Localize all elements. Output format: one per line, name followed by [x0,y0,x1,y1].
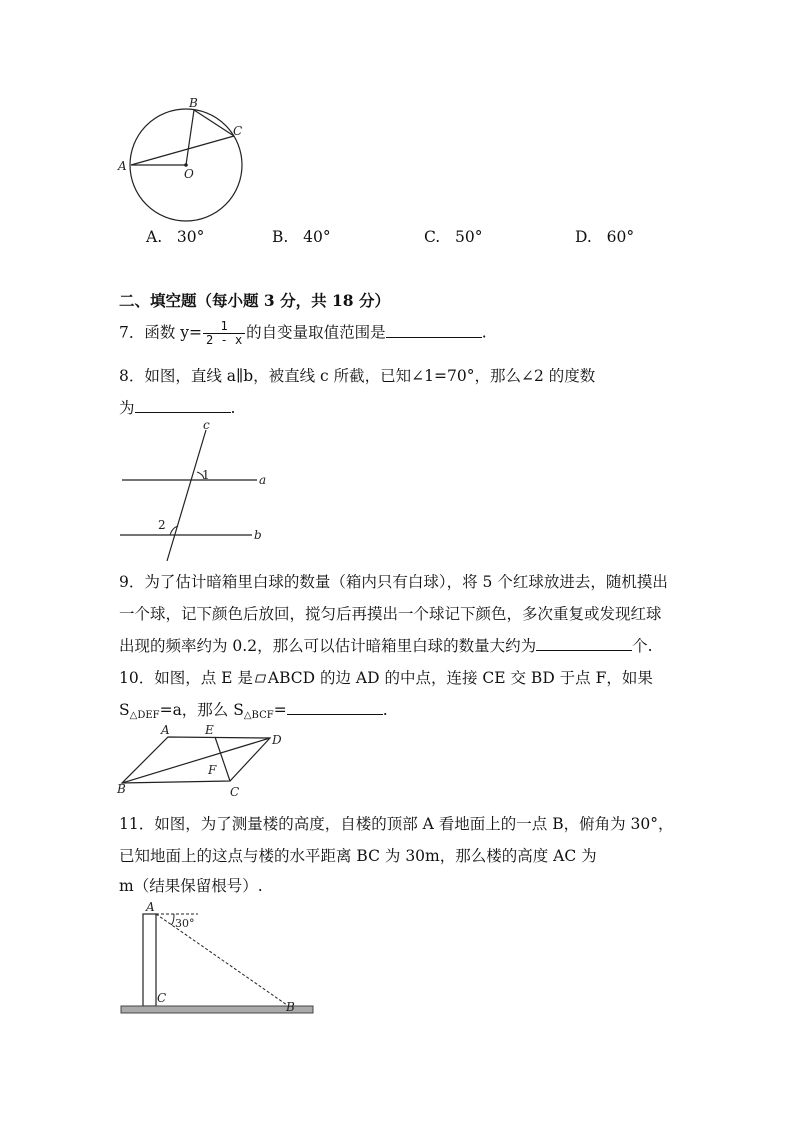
label-c: C [230,785,240,799]
question-10-line1 [119,666,653,688]
segment-ac [131,136,234,165]
q8-end: . [230,399,236,417]
q7-answer-blank[interactable] [386,321,482,338]
question-9-line3 [119,634,653,656]
segment-ce [215,737,230,781]
option-letter: C. [424,228,441,246]
subscript-bcf: △BCF [243,710,274,721]
section-heading: 二、填空题（每小题 3 分，共 18 分） [119,291,390,310]
angle-arc [171,914,174,925]
option-letter: B. [272,228,289,246]
label-1: 1 [202,468,210,482]
q7-prefix: 7．函数 y= [119,323,203,342]
q10-answer-blank[interactable] [287,698,383,715]
label-o: O [184,167,194,181]
question-8-line1: 8．如图，直线 a∥b，被直线 c 所截，已知∠1=70°，那么∠2 的度数 [119,367,596,385]
label-c: c [203,418,210,432]
label-c: C [157,991,167,1005]
label-b: b [254,528,262,542]
q10-suffix: ABCD 的边 AD 的中点，连接 CE 交 BD 于点 F，如果 [267,669,653,687]
q8-parallel-lines-figure [112,418,272,566]
label-2: 2 [158,518,166,532]
label-f: F [208,763,217,777]
question-9-line2: 一个球，记下颜色后放回，搅匀后再摸出一个球记下颜色，多次重复或发现红球 [119,605,662,623]
segment-ob [186,110,194,165]
label-b: B [117,782,126,796]
question-10-line2 [119,698,388,721]
label-c: C [233,124,243,138]
option-value: 30° [176,228,205,246]
label-b: B [189,96,198,110]
option-value: 60° [606,228,635,246]
option-value: 40° [303,228,331,246]
q10-eq: = [273,701,287,719]
label-angle: 30° [175,917,195,930]
q8-prefix: 为 [119,399,135,417]
q9-prefix: 出现的频率约为 0.2，那么可以估计暗箱里白球的数量大约为 [119,637,537,655]
question-9-line1: 9．为了估计暗箱里白球的数量（箱内只有白球），将 5 个红球放进去，随机摸出 [119,573,668,591]
segment-bc [194,110,234,136]
label-a: A [146,900,155,914]
label-d: D [272,733,282,747]
option-letter: D. [575,228,592,246]
q10-end: . [382,701,388,719]
q7-end: . [481,323,487,342]
q6-option-d [575,228,634,246]
q7-fraction [203,320,245,347]
q10-prefix: 10．如图，点 E 是 [119,669,253,687]
question-7 [119,320,487,347]
building [143,914,156,1006]
label-e: E [205,723,214,737]
q10-mid: =a，那么 S [159,701,244,719]
label-b: B [286,1000,295,1014]
question-11-line1: 11．如图，为了测量楼的高度，自楼的顶部 A 看地面上的一点 B，俯角为 30°， [119,815,674,833]
label-a: a [259,473,267,487]
ground [121,1006,313,1013]
question-8-line2 [119,396,235,418]
question-11-line3: m（结果保留根号）. [119,877,263,895]
question-11-line2: 已知地面上的这点与楼的水平距离 BC 为 30m，那么楼的高度 AC 为 [119,847,597,865]
option-letter: A. [146,228,163,246]
q8-answer-blank[interactable] [135,396,231,413]
q11-building-figure [112,898,322,1022]
q6-circle-figure [112,92,252,224]
subscript-def: △DEF [129,710,160,721]
q10-parallelogram-figure [112,722,292,800]
parallelogram-icon [254,674,267,683]
option-value: 50° [455,228,483,246]
q9-answer-blank[interactable] [536,634,632,651]
q7-suffix: 的自变量取值范围是 [246,323,386,342]
q6-option-c [424,228,483,246]
label-a: A [161,723,170,737]
line-c [167,430,206,561]
s-letter: S [119,701,130,719]
q6-option-a [146,228,204,246]
fraction-numerator: 1 [203,320,245,334]
label-a: A [118,159,127,173]
q6-option-b [272,228,331,246]
q9-suffix: 个. [632,637,653,655]
fraction-denominator: 2 - x [206,333,243,347]
